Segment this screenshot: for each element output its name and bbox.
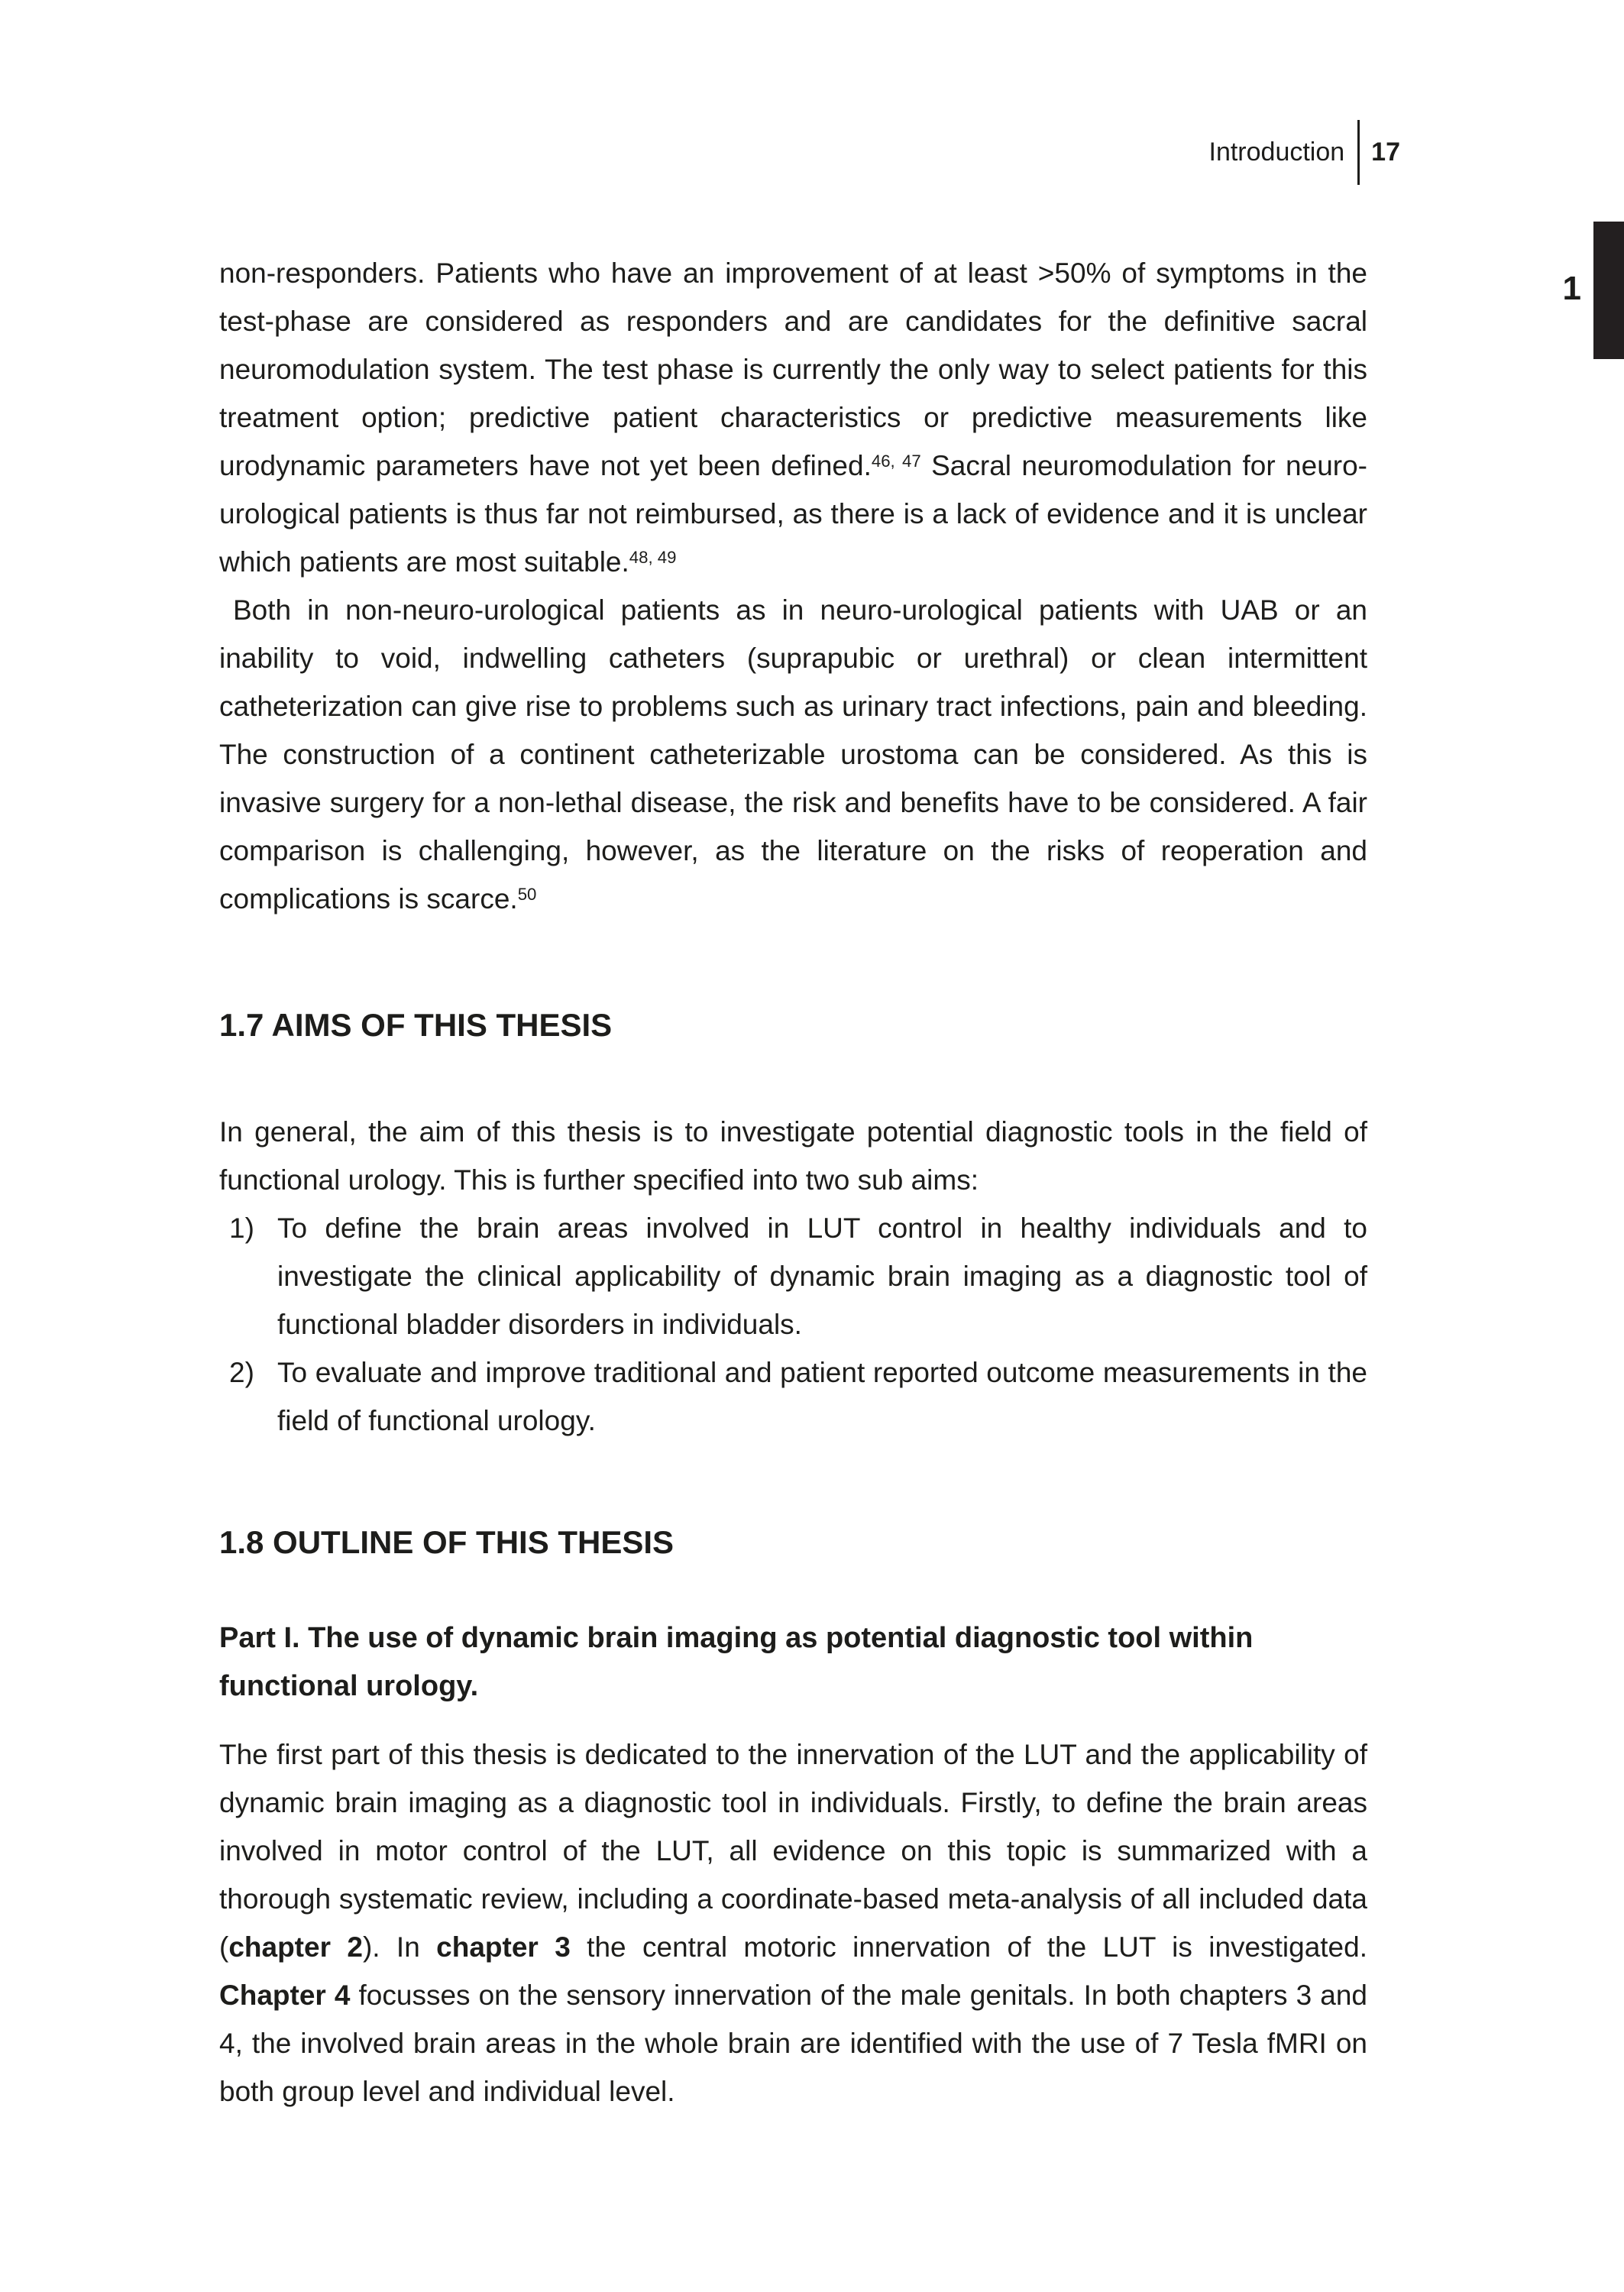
section-heading-outline: 1.8 OUTLINE OF THIS THESIS xyxy=(219,1524,675,1560)
paragraph-text: Sacral neuromodulation for neuro-urological patients is thus far not reimbursed, as there is a lack of evidence and it is unclear which patients are most suitable. xyxy=(219,450,1368,578)
list-item xyxy=(219,1348,1367,1445)
paragraph-text: non-responders. Patients who have an improvement of at least >50% of symptoms in the test-phase are considered as responders and are candidates for the definitive sacral neuromodulation system. The test phase is currently the only way to select patients for this treatment option; predictive patient characteristics or predictive measurements like urodynamic parameters have not yet been defined. xyxy=(219,257,1367,481)
paragraph-text: focusses on the sensory innervation of the male genitals. In both chapters 3 and 4, the involved brain areas in the whole brain are identified with the use of 7 Tesla fMRI on both group level and individual level. xyxy=(219,1980,1367,2107)
list-item xyxy=(219,1204,1367,1348)
chapter-reference: chapter 3 xyxy=(436,1931,571,1963)
paragraph-text: ). In xyxy=(362,1931,437,1963)
running-header-section: Introduction xyxy=(1208,138,1345,167)
list-item-marker: 1) xyxy=(229,1212,254,1244)
chapter-reference: Chapter 4 xyxy=(219,1980,351,2011)
page-number: 17 xyxy=(1371,138,1400,167)
list-item-text: To evaluate and improve traditional and patient reported outcome measurements in the field of functional urology. xyxy=(277,1357,1367,1436)
paragraph-text: The first part of this thesis is dedicated to the innervation of the LUT and the applicability of dynamic brain imaging as a diagnostic tool in individuals. Firstly, to define the brain areas involved in motor control of the LUT, all evidence on this topic is summarized with a thorough systematic review, including a coordinate-based meta-analysis of all included data ( xyxy=(219,1739,1367,1963)
main-text-column xyxy=(219,249,1367,2116)
header-divider-line xyxy=(1357,120,1360,185)
paragraph-text: the central motoric innervation of the LUT is investigated. xyxy=(570,1931,1367,1963)
paragraph-text: Both in non-neuro-urological patients as in neuro-urological patients with UAB or an inability to void, indwelling catheters (suprapubic or urethral) or clean intermittent catheterization can give rise to problems such as urinary tract infections, pain and bleeding. The construction of a continent catheterizable urostoma can be considered. As this is invasive surgery for a non-lethal disease, the risk and benefits have to be considered. A fair comparison is challenging, however, as the literature on the risks of reoperation and complications is scarce. xyxy=(219,594,1367,915)
aims-list xyxy=(219,1204,1367,1445)
paragraph-outline xyxy=(219,1730,1367,2116)
paragraph-nonresponders xyxy=(219,249,1367,586)
citation-superscript: 50 xyxy=(517,884,537,904)
chapter-tab-bar xyxy=(1593,222,1624,359)
list-item-text: To define the brain areas involved in LUT control in healthy individuals and to investigate the clinical applicability of dynamic brain imaging as a diagnostic tool of functional bladder disorders in individuals. xyxy=(277,1212,1367,1340)
chapter-reference: chapter 2 xyxy=(228,1931,363,1963)
part-one-heading: Part I. The use of dynamic brain imaging as potential diagnostic tool within functional urology. xyxy=(219,1622,1254,1702)
paragraph-catheterization xyxy=(219,586,1367,923)
paragraph-aims-intro: In general, the aim of this thesis is to investigate potential diagnostic tools in the field of functional urology. This is further specified into two sub aims: xyxy=(219,1116,1367,1196)
citation-superscript: 46, 47 xyxy=(871,451,921,471)
section-heading-aims: 1.7 AIMS OF THIS THESIS xyxy=(219,1007,613,1043)
chapter-tab-number: 1 xyxy=(1562,270,1581,307)
list-item-marker: 2) xyxy=(229,1357,254,1388)
running-header xyxy=(1209,120,1401,185)
citation-superscript: 48, 49 xyxy=(629,547,677,567)
